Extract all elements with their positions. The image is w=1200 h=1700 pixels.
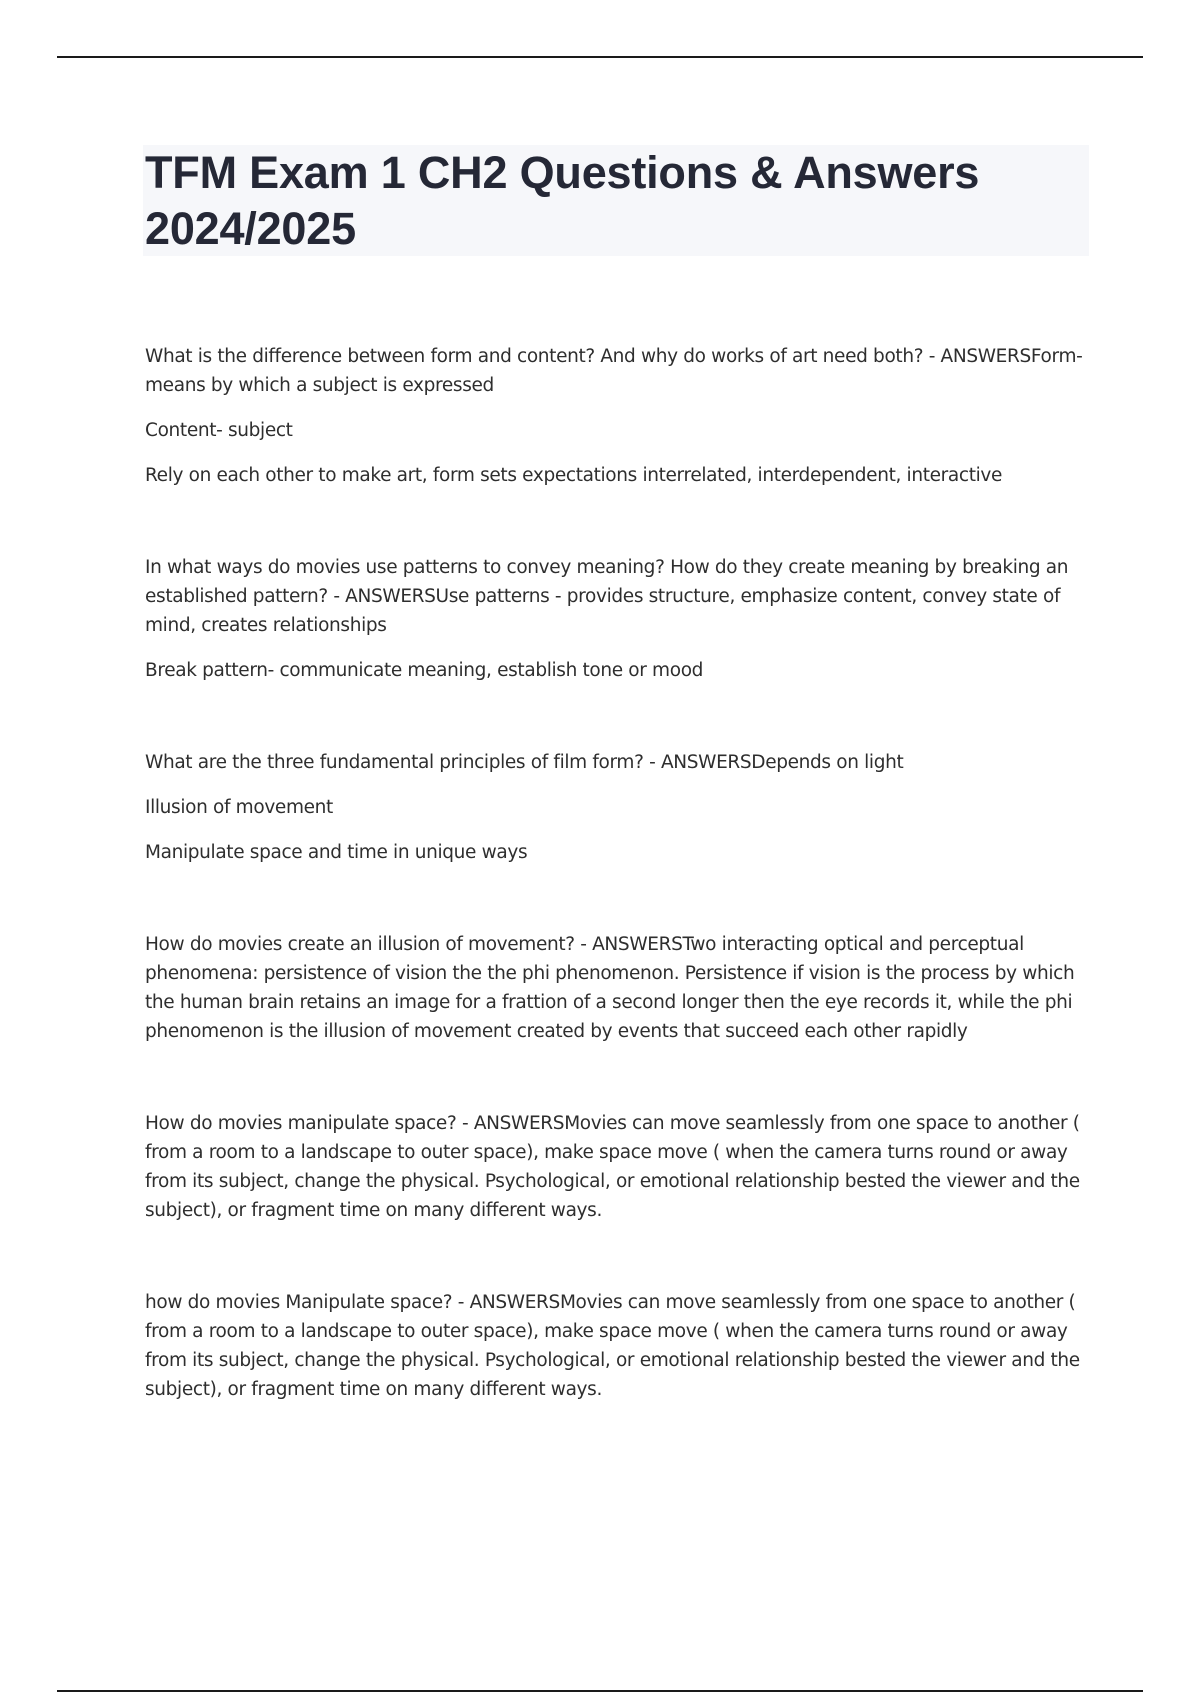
document-title: TFM Exam 1 CH2 Questions & Answers 2024/2025 xyxy=(145,147,980,254)
qa-item xyxy=(145,1109,1085,1225)
header-rule xyxy=(57,56,1143,58)
qa-item xyxy=(145,748,1085,867)
qa-item xyxy=(145,930,1085,1046)
qa-paragraph: What is the difference between form and content? And why do works of art need both? - ANSWERSForm- means by which a subject is expressed xyxy=(145,346,1083,396)
qa-paragraph: Illusion of movement xyxy=(145,797,333,818)
qa-paragraph: Manipulate space and time in unique ways xyxy=(145,842,528,863)
qa-paragraph: how do movies Manipulate space? - ANSWERSMovies can move seamlessly from one space to another ( from a room to a landscape to outer space), make space move ( when the camera turns round or away from its subject, change the physical. Psychological, or emotional relationship bested the viewer and the subject), or fragment time on many different ways. xyxy=(145,1292,1080,1400)
qa-paragraph: How do movies create an illusion of movement? - ANSWERSTwo interacting optical and perceptual phenomena: persistence of vision the the phi phenomenon. Persistence if vision is the process by which the human brain retains an image for a frattion of a second longer then the eye records it, while the phi phenomenon is the illusion of movement created by events that succeed each other rapidly xyxy=(145,934,1075,1042)
qa-paragraph: How do movies manipulate space? - ANSWERSMovies can move seamlessly from one space to another ( from a room to a landscape to outer space), make space move ( when the camera turns round or away from its subject, change the physical. Psychological, or emotional relationship bested the viewer and the subject), or fragment time on many different ways. xyxy=(145,1113,1080,1221)
qa-paragraph: What are the three fundamental principles of film form? - ANSWERSDepends on light xyxy=(145,752,904,773)
qa-item xyxy=(145,1288,1085,1404)
qa-list xyxy=(145,342,1085,1467)
qa-item xyxy=(145,553,1085,685)
qa-paragraph: In what ways do movies use patterns to convey meaning? How do they create meaning by breaking an established pattern? - ANSWERSUse patterns - provides structure, emphasize content, convey state of mind, creates relationships xyxy=(145,557,1069,636)
qa-paragraph: Rely on each other to make art, form sets expectations interrelated, interdependent, interactive xyxy=(145,465,1003,486)
title-block xyxy=(143,145,1089,256)
qa-item xyxy=(145,342,1085,490)
footer-rule xyxy=(57,1690,1143,1692)
qa-paragraph: Break pattern- communicate meaning, establish tone or mood xyxy=(145,660,704,681)
qa-paragraph: Content- subject xyxy=(145,420,293,441)
